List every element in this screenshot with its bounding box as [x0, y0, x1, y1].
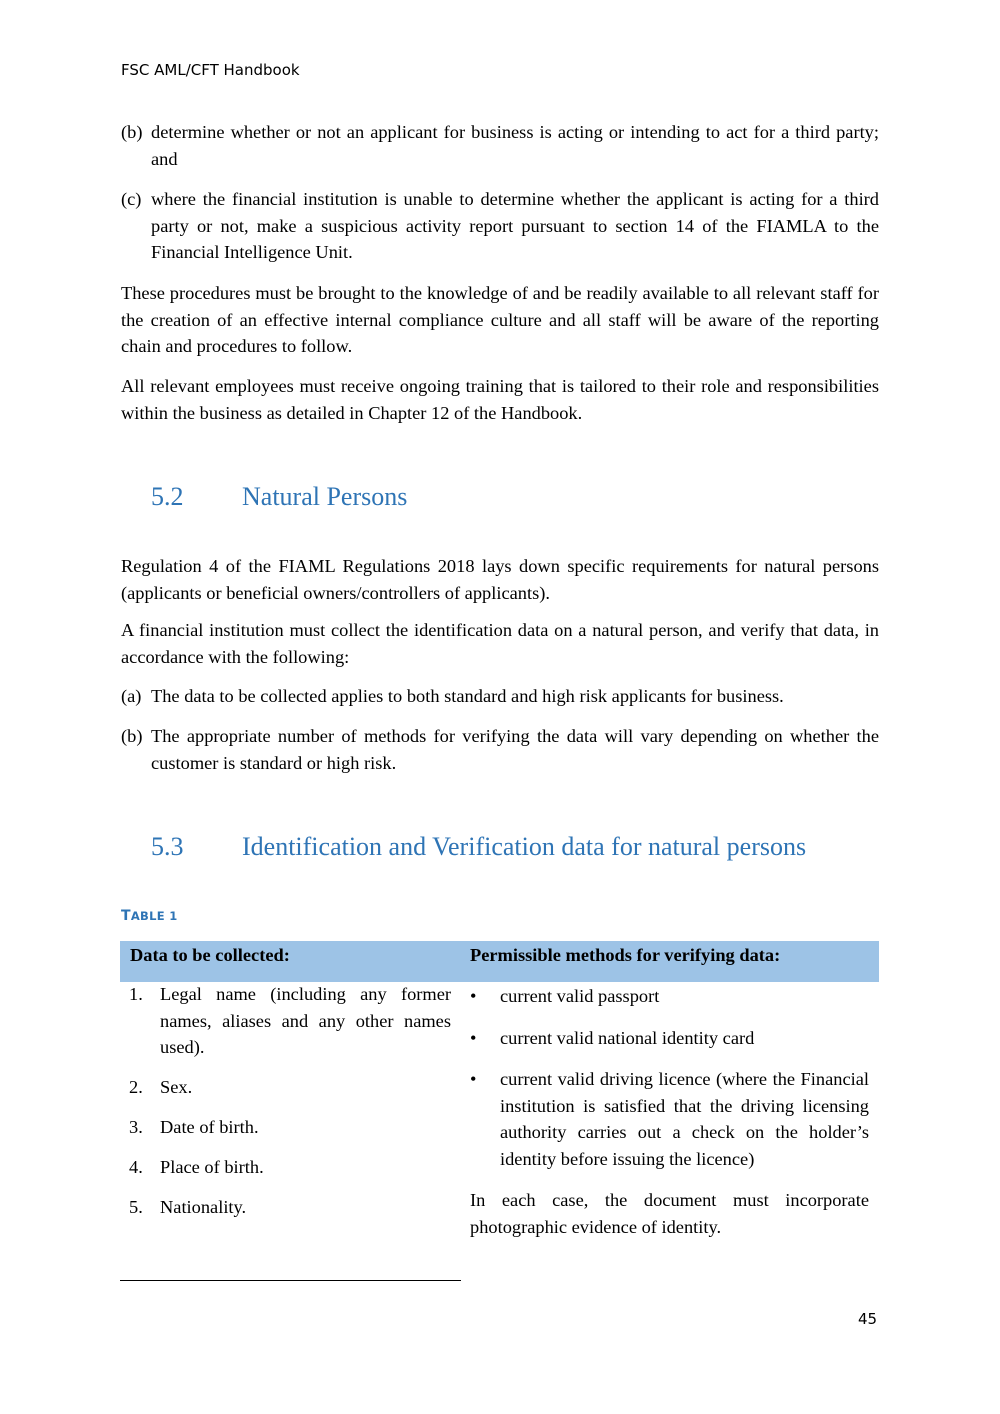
data-to-collect-list: [129, 981, 451, 1234]
bullet-icon: •: [470, 1027, 477, 1048]
verification-methods-list: [470, 983, 869, 1240]
list-item-b: [121, 119, 879, 172]
item-number: 5.: [129, 1197, 143, 1217]
footnote-separator: [120, 1280, 461, 1281]
list-item-text: determine whether or not an applicant for business is acting or intending to act for a third party; and: [151, 122, 879, 169]
table-caption: [121, 908, 178, 924]
list-item: [470, 983, 869, 1010]
method-text: current valid national identity card: [500, 1027, 755, 1048]
list-item: [129, 1114, 451, 1141]
method-note: In each case, the document must incorporate photographic evidence of identity.: [470, 1190, 869, 1237]
item-number: 3.: [129, 1117, 143, 1137]
table-caption-rest: ABLE 1: [130, 909, 178, 923]
paragraph-training: All relevant employees must receive ongoing training that is tailored to their role and responsibilities within the business as detailed in Chapter 12 of the Handbook.: [121, 376, 879, 423]
paragraph-procedures: These procedures must be brought to the knowledge of and be readily available to all relevant staff for the creation of an effective internal compliance culture and all staff will be aware of the reporting chain and procedures to follow.: [121, 283, 879, 356]
item-number: 4.: [129, 1157, 143, 1177]
list-item-text: The data to be collected applies to both standard and high risk applicants for business.: [151, 686, 784, 706]
item-text: Nationality.: [160, 1197, 247, 1217]
method-text: current valid driving licence (where the Financial institution is satisfied that the driving licensing authority carries out a check on the holder’s identity before issuing the licence): [500, 1069, 869, 1169]
list-item: [129, 1154, 451, 1181]
list-item-text: where the financial institution is unable to determine whether the applicant is acting for a third party or not, make a suspicious activity report pursuant to section 14 of the FIAMLA to the Financial Intelligence Unit.: [151, 189, 879, 262]
section-title: Identification and Verification data for natural persons: [242, 832, 807, 861]
section-title: Natural Persons: [242, 482, 408, 511]
item-text: Legal name (including any former names, aliases and any other names used).: [160, 984, 451, 1057]
list-item-a: [121, 683, 879, 710]
table-header-data: Data to be collected:: [130, 945, 290, 965]
section-heading-5-2: [151, 481, 407, 513]
list-marker: (c): [121, 189, 142, 209]
table-header-methods: Permissible methods for verifying data:: [470, 945, 781, 965]
bullet-icon: •: [470, 1069, 477, 1089]
section-heading-5-3: [151, 831, 806, 863]
running-header: FSC AML/CFT Handbook: [121, 61, 300, 79]
list-marker: (b): [121, 122, 143, 142]
list-item: [129, 1074, 451, 1101]
paragraph-regulation: Regulation 4 of the FIAML Regulations 2018 lays down specific requirements for natural persons (applicants or beneficial owners/controllers of applicants).: [121, 556, 879, 603]
item-number: 1.: [129, 984, 143, 1004]
item-text: Date of birth.: [160, 1117, 259, 1137]
list-marker: (b): [121, 726, 143, 746]
section-number: 5.3: [151, 832, 184, 861]
item-text: Place of birth.: [160, 1157, 264, 1177]
list-marker: (a): [121, 686, 142, 706]
paragraph-financial-institution: A financial institution must collect the identification data on a natural person, and verify that data, in accordance with the following:: [121, 620, 879, 667]
list-item: [470, 1025, 869, 1052]
table-caption-initial: T: [121, 908, 131, 924]
list-item-c: [121, 186, 879, 266]
list-item: [470, 1066, 869, 1172]
item-text: Sex.: [160, 1077, 193, 1097]
list-item-text: The appropriate number of methods for verifying the data will vary depending on whether the customer is standard or high risk.: [151, 726, 879, 773]
section-number: 5.2: [151, 482, 184, 511]
bullet-icon: •: [470, 986, 477, 1006]
list-item-b-methods: [121, 723, 879, 776]
item-number: 2.: [129, 1077, 143, 1097]
page-number: 45: [858, 1310, 878, 1328]
method-text: current valid passport: [500, 986, 660, 1006]
list-item: [129, 981, 451, 1061]
list-item: [129, 1194, 451, 1221]
